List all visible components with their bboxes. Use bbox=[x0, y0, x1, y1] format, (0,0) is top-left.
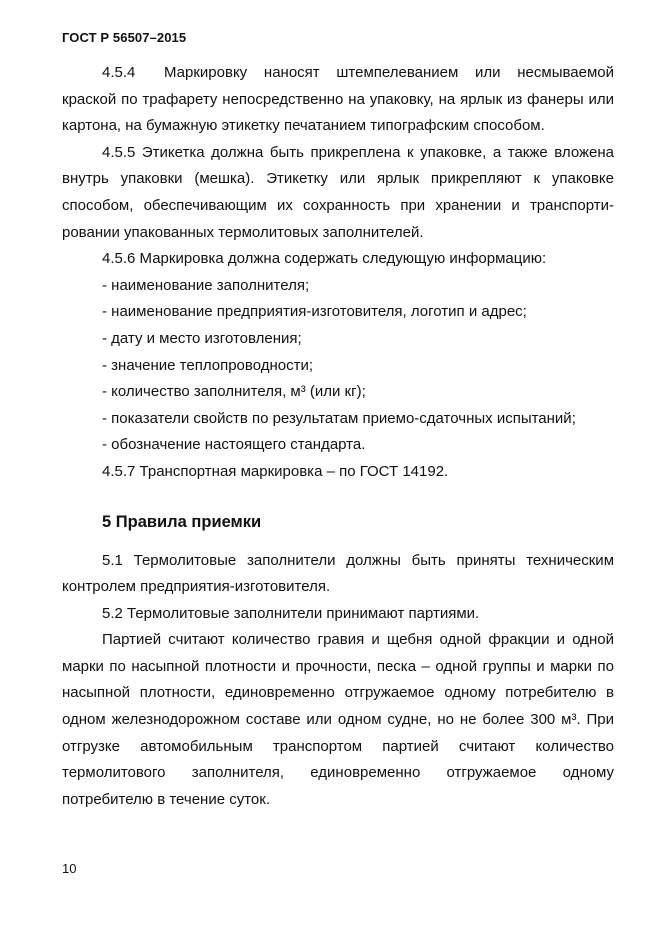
list-item: - наименование предприятия-изготовителя, логотип и адрес; bbox=[102, 303, 527, 321]
page-number: 10 bbox=[62, 861, 77, 876]
list-item: - значение теплопроводности; bbox=[102, 356, 314, 374]
paragraph-party-definition: Партией считают количество гравия и щебня одной фракции и одной марки по насыпной плотности и прочности, песка – одной группы и марки по насыпной плотности, единовременно отгружаемое одному потребителю в одном железнодорожном составе или одном судне, но не более 300 м³. При отгрузке автомобильным транспортом партией считают количество термолитового заполнителя, единовременно отгружаемое одному потребителю в течение суток. bbox=[62, 631, 614, 808]
paragraph-5-2: 5.2 Термолитовые заполнители принимают партиями. bbox=[102, 604, 480, 622]
list-item: - количество заполнителя, м³ (или кг); bbox=[102, 383, 366, 401]
list-item: - наименование заполнителя; bbox=[102, 276, 310, 294]
paragraph-4-5-7: 4.5.7 Транспортная маркировка – по ГОСТ 14192. bbox=[102, 462, 449, 480]
list-item: - дату и место изготовления; bbox=[102, 329, 302, 347]
paragraph-5-1: 5.1 Термолитовые заполнители должны быть приняты техническим контролем предприятия-изготовителя. bbox=[62, 551, 614, 596]
paragraph-4-5-5: 4.5.5 Этикетка должна быть прикреплена к упаковке, а также вложена внутрь упаковки (мешка). Этикетку или ярлык прикрепляют к упаковке способом, обеспечивающим их сохранность при хранении и транспорти-ровании упакованных термолитовых заполнителей. bbox=[62, 143, 614, 241]
paragraph-4-5-6: 4.5.6 Маркировка должна содержать следующую информацию: bbox=[102, 250, 547, 268]
marking-info-list bbox=[62, 273, 614, 459]
paragraph-text: Маркировку наносят штемпелеванием или несмываемой краской по трафарету непосредственно на упаковку, на ярлык из фанеры или картона, на бумажную этикетку печатанием типографским способом. bbox=[62, 64, 614, 135]
paragraph-number: 4.5.4 bbox=[102, 64, 136, 81]
section-heading: 5 Правила приемки bbox=[102, 512, 262, 531]
list-item: - показатели свойств по результатам приемо-сдаточных испытаний; bbox=[102, 409, 576, 427]
list-item: - обозначение настоящего стандарта. bbox=[102, 436, 366, 454]
paragraph-4-5-4 bbox=[62, 60, 614, 140]
document-body bbox=[62, 60, 614, 813]
document-code-header: ГОСТ Р 56507–2015 bbox=[62, 30, 187, 45]
